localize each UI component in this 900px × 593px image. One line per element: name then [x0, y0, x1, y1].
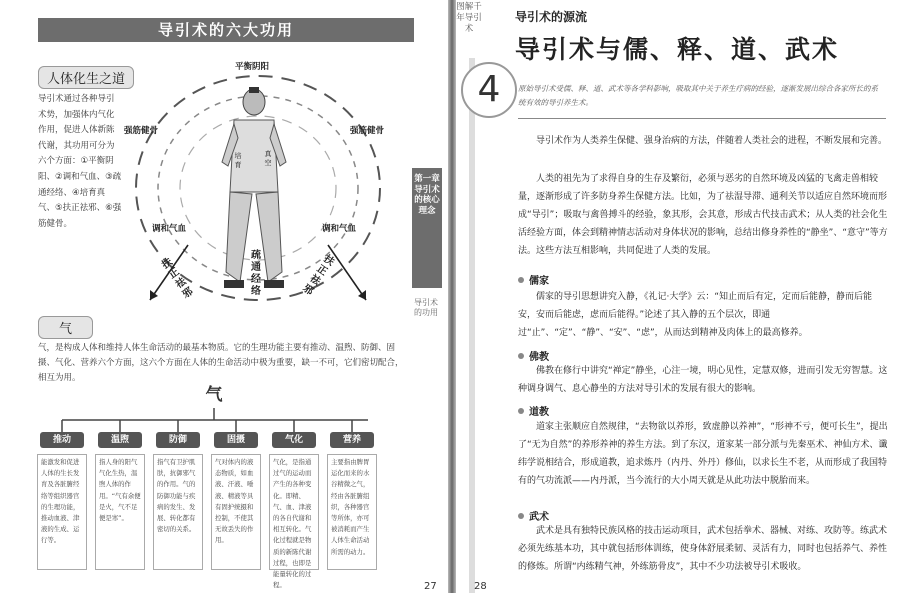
function-desc-push: 能激发和促进人体的生长发育及各脏腑经络等组织器官的生理功能，推动血液、津液的生成、运行等。 [37, 454, 87, 570]
function-label-qihua: 气化 [272, 432, 316, 448]
section-side-tab: 导引术的功用 [414, 298, 438, 317]
bullet-icon [518, 353, 524, 359]
arrow-right [328, 245, 366, 300]
label-qiblood-right: 调和气血 [322, 224, 357, 234]
bullet-icon [518, 277, 524, 283]
book-spine [448, 0, 456, 593]
section-intro: 原始导引术受儒、释、道、武术等各学科影响，吸取其中关于养生疗病的经验，逐渐发展出综合各家所长的系统有效的导引养生术。 [518, 84, 878, 107]
heading-martial-arts: 武术 [518, 508, 549, 523]
label-qiblood-left: 调和气血 [152, 224, 187, 234]
page-number-right: 28 [474, 581, 487, 592]
paragraph-confucian: 儒家的导引思想讲究入静，《礼记·大学》云：“知止而后有定，定而后能静，静而后能安，安而后能虑，虑而后能得。”论述了其入静的五个层次，即通过“止”、“定”、“静”、“安”、“虑”，从而达到精神及肉体上的最高修养。 [518, 292, 873, 338]
heading-buddhism: 佛教 [518, 348, 549, 363]
intro-text: 导引术通过各种导引术势，加强体内气化作用，促进人体新陈代谢，其功用可分为六个方面：①平衡阴阳、②调和气血、③疏通经络、④培育真气、⑤扶正祛邪、⑥强筋健骨。 [38, 94, 122, 229]
section-title: 导引术与儒、释、道、武术 [515, 35, 840, 64]
section-subtitle: 导引术的源流 [515, 10, 588, 24]
qi-character-icon: 气 [205, 385, 223, 405]
label-strengthen-left: 强筋健骨 [124, 126, 159, 136]
label-body-true: 真空 [264, 150, 272, 167]
function-label-consolidate: 固摄 [214, 432, 258, 448]
label-dispel-left: 扶正祛邪 [160, 256, 196, 301]
paragraph-taoism: 道家主张顺应自然规律，“去物欲以养形，致虚静以养神”，“形神不亏，便可长生”，提出了“无为自然”的养形养神的养生方法。到了东汉，道家某一部分派与先秦巫术、神仙方术、谶纬学说相结合，形成道教，追求炼丹（内丹、外丹）修仙，以求长生不老，从而形成了我国特有的气功流派——内丹派，当今流行的大小周天就是从此功法中脱胎而来。 [518, 422, 888, 486]
bullet-icon [518, 408, 524, 414]
heading-taoism: 道教 [518, 403, 549, 418]
page-number-left: 27 [424, 581, 437, 592]
divider [518, 118, 886, 119]
section-number: 4 [461, 62, 517, 118]
function-desc-defend: 指气有卫护肌肤，抗御邪气的作用。气的防御功能与疾病的发生、发展、转化都有密切的关系。 [153, 454, 203, 570]
paragraph-1: 导引术作为人类养生保健、强身治病的方法，伴随着人类社会的进程，不断发展和完善。 [536, 136, 888, 146]
function-desc-warm: 指人身的阳气气化生热，温煦人体的作用。“气有余便是火，气不足便是寒”。 [95, 454, 145, 570]
label-meridians-bottom: 疏通经络 [251, 250, 261, 297]
label-balance-top: 平衡阴阳 [235, 62, 270, 72]
book-title-side: 图解千年导引术 [456, 2, 482, 34]
paragraph-buddhism: 佛教在修行中讲究“禅定”静坐，心注一境，明心见性，定慧双修，进而引发无穷智慧。这种调身调气、息心静坐的方法对导引术的发展有很大的影响。 [518, 366, 888, 394]
label-strengthen-right: 强筋健骨 [350, 126, 385, 136]
function-label-push: 推动 [40, 432, 84, 448]
heading-confucian: 儒家 [518, 272, 549, 287]
right-page [456, 0, 900, 593]
left-page [0, 0, 448, 593]
side-bar [469, 58, 475, 593]
function-label-nourish: 营养 [330, 432, 374, 448]
section-tag-qi: 气 [38, 316, 93, 339]
bullet-icon [518, 513, 524, 519]
section-tag-transformation: 人体化生之道 [38, 66, 134, 89]
left-page-title: 导引术的六大功用 [38, 18, 414, 42]
label-body-cultivate: 培育 [234, 152, 242, 169]
chapter-side-tab: 第一章 导引术的核心理念 [412, 168, 442, 288]
function-connector-lines [60, 408, 380, 434]
paragraph-2: 人类的祖先为了求得自身的生存及繁衍，必须与恶劣的自然环境及凶猛的飞禽走兽相较量，逐渐形成了许多防身养生保健方法。比如，为了祛湿导滞、通利关节以适应自然环境而形成“导引”；吸取与禽兽搏斗的经验，象其形，会其意，形成古代技击武术；从人类的社会化生活经验方面，体会到精神情志活动对身体状况的影响，总结出修身养性的“静坐”、“意守”等方法。这些方法互相影响，共同促进了人类的发展。 [518, 174, 888, 256]
function-desc-consolidate: 气对体内的液态物质，如血液、汗液、唾液、精液等具有固护统摄和控制，不使其无故丢失的作用。 [211, 454, 261, 570]
qi-paragraph: 气，是构成人体和维持人体生命活动的最基本物质。它的生理功能主要有推动、温煦、防御、固摄、气化、营养六个方面，这六个方面在人体的生命活动中极为重要，缺一不可，它们密切配合，相互为用。 [38, 343, 404, 383]
function-label-defend: 防御 [156, 432, 200, 448]
label-dispel-right: 扶正祛邪 [300, 253, 336, 298]
function-label-warm: 温煦 [98, 432, 142, 448]
function-desc-nourish: 主要指由脾胃运化而来的水谷精微之气，经由各脏腑组织，各种器官等所体，亦可被消耗而产生人体生命活动所需的动力。 [327, 454, 377, 570]
function-desc-qihua: 气化，是指通过气的运动而产生的各种变化。即精、气、血、津液的各自代谢和相互转化。气化过程就是物质的新陈代谢过程，也即是能量转化的过程。 [269, 454, 319, 570]
paragraph-martial-arts: 武术是具有独特民族风格的技击运动项目，武术包括拳术、器械、对练、攻防等。练武术必须先练基本功，其中就包括形体训练，使身体舒展柔韧、灵活有力，同时也包括养气、养性的修炼。所谓“内练精气神，外练筋骨皮”，其中不少功法被导引术吸收。 [518, 526, 888, 572]
